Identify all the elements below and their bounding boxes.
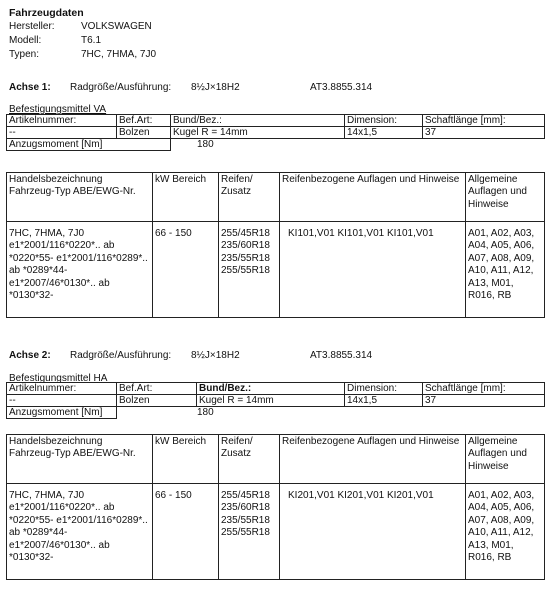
axle-1-fastening-table [6,114,545,151]
dimension-value: 14x1,5 [345,127,423,139]
col-collar: Bund/Bez.: [171,115,345,127]
kw-range-cell: 66 - 150 [153,222,219,318]
axle-1-fastening-title: Befestigungsmittel VA [9,104,107,115]
col-general-notes: Allgemeine Auflagen und Hinweise [466,435,545,484]
col-type: Bef.Art: [117,115,171,127]
tyres-cell: 255/45R18 235/60R18 235/55R18 255/55R18 [219,222,280,318]
axle-1-rim-value: 8½J×18H2 [191,82,240,93]
collar-value: Kugel R = 14mm [171,127,345,139]
vehicle-type-cell: 7HC, 7HMA, 7J0 e1*2001/116*0220*.. ab *0220*55- e1*2001/116*0289*.. ab *0289*44- e1*2007/46*0130*.. ab *0130*32- [7,222,153,318]
col-general-notes: Allgemeine Auflagen und Hinweise [466,173,545,222]
vehicles-header-row [7,173,545,222]
col-dimension: Dimension: [345,115,423,127]
vehicles-header-row [7,435,545,484]
fastening-header-row [7,383,545,395]
collar-value: Kugel R = 14mm [197,395,345,407]
col-tyres: Reifen/ Zusatz [219,435,280,484]
axle-2-rim-label: Radgröße/Ausführung: [70,350,172,361]
col-trade-name: Handelsbezeichnung Fahrzeug-Typ ABE/EWG-Nr. [7,173,153,222]
types-value: 7HC, 7HMA, 7J0 [81,49,157,60]
axle-2-fastening-table [6,382,545,419]
model-label: Modell: [9,35,42,46]
col-tyre-notes: Reifenbezogene Auflagen und Hinweise [280,173,466,222]
torque-value: 180 [197,139,214,151]
types-label: Typen: [9,49,40,60]
general-notes-cell: A01, A02, A03, A04, A05, A06, A07, A08, A09, A10, A11, A12, A13, M01, R016, RB [466,222,545,318]
tyre-notes-cell: KI201,V01 KI201,V01 KI201,V01 [280,484,466,580]
article-value: -- [7,127,117,139]
col-shaft-length: Schaftlänge [mm]: [423,383,545,395]
col-tyres: Reifen/ Zusatz [219,173,280,222]
general-notes-cell: A01, A02, A03, A04, A05, A06, A07, A08, A09, A10, A11, A12, A13, M01, R016, RB [466,484,545,580]
kw-range-cell: 66 - 150 [153,484,219,580]
shaft-length-value: 37 [423,395,545,407]
col-shaft-length: Schaftlänge [mm]: [423,115,545,127]
col-article: Artikelnummer: [7,115,117,127]
col-type: Bef.Art: [117,383,197,395]
article-value: -- [7,395,117,407]
vehicle-type-cell: 7HC, 7HMA, 7J0 e1*2001/116*0220*.. ab *0220*55- e1*2001/116*0289*.. ab *0289*44- e1*2007/46*0130*.. ab *0130*32- [7,484,153,580]
fastening-row [7,395,545,407]
manufacturer-label: Hersteller: [9,21,55,32]
col-tyre-notes: Reifenbezogene Auflagen und Hinweise [280,435,466,484]
torque-row [7,139,545,151]
axle-1-vehicles-table [6,172,545,318]
col-dimension: Dimension: [345,383,423,395]
tyre-notes-cell: KI101,V01 KI101,V01 KI101,V01 [280,222,466,318]
fastening-row [7,127,545,139]
type-value: Bolzen [117,127,171,139]
col-kw-range: kW Bereich [153,435,219,484]
tyres-cell: 255/45R18 235/60R18 235/55R18 255/55R18 [219,484,280,580]
torque-label: Anzugsmoment [Nm] [7,407,117,419]
vehicle-heading: Fahrzeugdaten [9,7,84,19]
axle-2-vehicles-table [6,434,545,580]
type-value: Bolzen [117,395,197,407]
manufacturer-value: VOLKSWAGEN [81,21,152,32]
axle-2-rim-value: 8½J×18H2 [191,350,240,361]
vehicles-row [7,222,545,318]
col-article: Artikelnummer: [7,383,117,395]
vehicles-row [7,484,545,580]
axle-2-title: Achse 2: [9,350,51,361]
model-value: T6.1 [81,35,102,46]
axle-2-fastening-title: Befestigungsmittel HA [9,373,108,384]
dimension-value: 14x1,5 [345,395,423,407]
col-collar: Bund/Bez.: [197,383,345,395]
axle-1-title: Achse 1: [9,82,51,93]
fastening-header-row [7,115,545,127]
axle-2-code: AT3.8855.314 [310,350,373,361]
torque-row [7,407,545,419]
col-trade-name: Handelsbezeichnung Fahrzeug-Typ ABE/EWG-Nr. [7,435,153,484]
axle-1-rim-label: Radgröße/Ausführung: [70,82,172,93]
col-kw-range: kW Bereich [153,173,219,222]
torque-label: Anzugsmoment [Nm] [7,139,171,151]
torque-value: 180 [197,407,214,419]
axle-1-code: AT3.8855.314 [310,82,373,93]
shaft-length-value: 37 [423,127,545,139]
